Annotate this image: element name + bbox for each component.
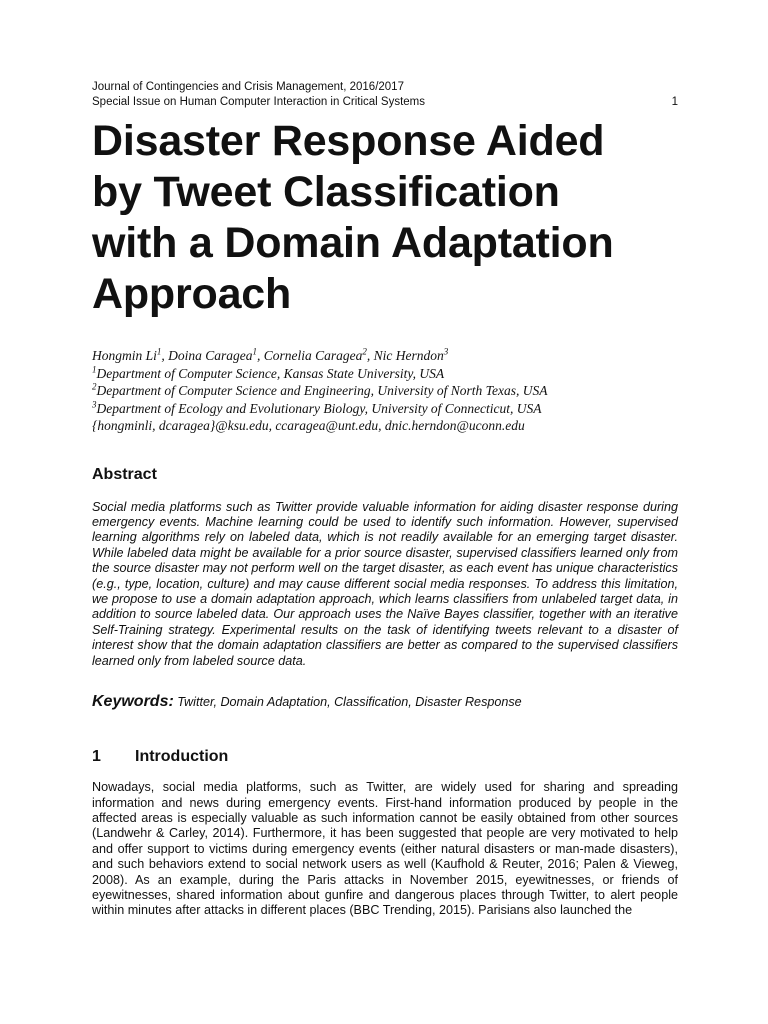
abstract-heading: Abstract	[92, 465, 157, 483]
author-affiliation-mark: 3	[443, 346, 449, 357]
journal-title: Journal of Contingencies and Crisis Management, 2016/2017	[92, 81, 404, 93]
author-name: Nic Herndon	[373, 348, 444, 363]
keywords-label: Keywords:	[92, 692, 174, 710]
abstract-text: Social media platforms such as Twitter provide valuable information for aiding disaster response during emergency events. Machine learning could be used to identify such information. However, supervised learning algorithms rely on labeled data, which is not readily available for an emerging target disaster. While labeled data might be available for a prior source disaster, supervised classifiers learned only from the source disaster may not perform well on the target disaster, as each event has unique characteristics (e.g., type, location, culture) and may cause different social media responses. To address this limitation, we propose to use a domain adaptation approach, which learns classifiers from unlabeled target data, in addition to source labeled data. Our approach uses the Naïve Bayes classifier, together with an iterative Self-Training strategy. Experimental results on the task of identifying tweets relevant to a disaster of interest show that the domain adaptation classifiers are better as compared to the supervised classifiers learned only from labeled source data.	[92, 499, 678, 668]
paper-page	[92, 80, 678, 931]
affiliation-mark: 3	[92, 399, 97, 409]
author-block	[92, 347, 678, 435]
affiliation	[92, 365, 678, 383]
introduction-paragraph: Nowadays, social media platforms, such as Twitter, are widely used for sharing and spreading information and news during emergency events. First-hand information produced by people in the affected areas is especially valuable as such information cannot be easily obtained from other sources (Landwehr & Carley, 2014). Furthermore, it has been suggested that people are very motivated to help and offer support to victims during emergency events (either natural disasters or man-made disasters), and such behaviors extend to social network users as well (Kaufhold & Reuter, 2016; Palen & Vieweg, 2008). As an example, during the Paris attacks in November 2015, eyewitnesses, or friends of eyewitnesses, shared information about gunfire and dangerous places through Twitter, to alert people within minutes after attacks in different places (BBC Trending, 2015). Parisians also launched the	[92, 780, 678, 918]
keywords-text: Twitter, Domain Adaptation, Classification, Disaster Response	[177, 694, 522, 709]
author-emails: {hongminli, dcaragea}@ksu.edu, ccaragea@unt.edu, dnic.herndon@uconn.edu	[92, 418, 525, 433]
section-number: 1	[92, 747, 101, 765]
special-issue-line: Special Issue on Human Computer Interaction in Critical Systems	[92, 96, 426, 108]
keywords-line	[92, 693, 678, 711]
affiliation-mark: 2	[92, 381, 97, 392]
affiliation	[92, 400, 678, 418]
paper-title	[92, 116, 678, 320]
author-name: Hongmin Li	[92, 348, 157, 363]
section-heading-introduction	[92, 747, 678, 767]
author-affiliation-mark: 2	[362, 346, 367, 357]
page-number: 1	[671, 96, 678, 108]
author-affiliation-mark: 1	[156, 346, 162, 357]
affiliation-text: Department of Computer Science, Kansas State University, USA	[96, 365, 445, 381]
affiliation-text: Department of Ecology and Evolutionary Biology, University of Connecticut, USA	[96, 400, 542, 416]
affiliation-text: Department of Computer Science and Engineering, University of North Texas, USA	[96, 383, 548, 398]
author-name: Doina Caragea	[168, 348, 253, 363]
author-name: Cornelia Caragea	[263, 348, 363, 363]
section-title: Introduction	[135, 747, 229, 765]
title-line: Disaster Response Aided	[92, 117, 605, 165]
running-header	[92, 80, 678, 110]
affiliation-mark: 1	[92, 364, 97, 374]
title-line: by Tweet Classification	[92, 168, 560, 216]
title-line: Approach	[92, 270, 292, 318]
author-affiliation-mark: 1	[252, 346, 258, 357]
affiliation	[92, 382, 678, 400]
title-line: with a Domain Adaptation	[92, 219, 614, 267]
author-list: Hongmin Li$^1$, Doina Caragea$^1$, Cornelia Caragea$^2$, Nic Herndon$^3$	[92, 346, 449, 363]
